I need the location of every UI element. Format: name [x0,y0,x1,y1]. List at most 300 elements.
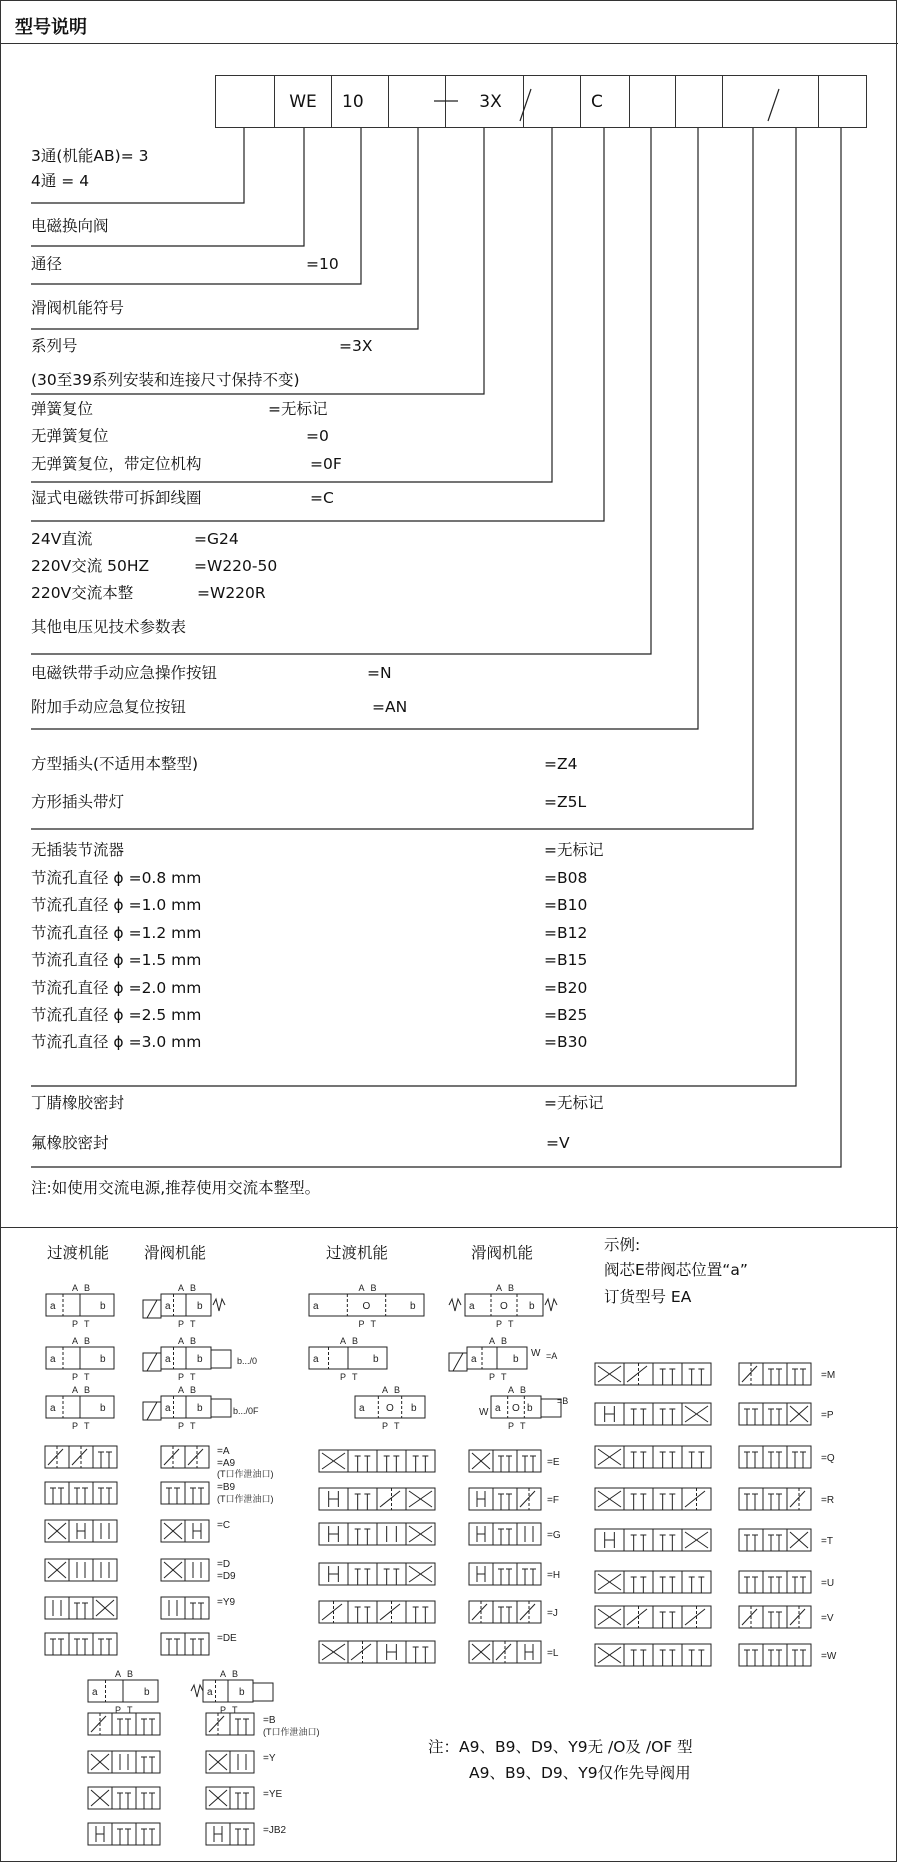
symbol-label: =C [217,1520,231,1531]
option-code: =G24 [194,530,239,548]
valve-box [653,1606,682,1628]
symbol-label: A [72,1336,79,1346]
symbol-label: =D9 [217,1571,236,1582]
option-label: 氟橡胶密封 [31,1134,109,1152]
option-label: 节流孔直径 ϕ =1.0 mm [31,896,202,914]
valve-box [230,1713,254,1735]
option-label: 系列号 [31,337,78,355]
option-label: 节流孔直径 ϕ =2.0 mm [31,979,202,997]
valve-box [348,1450,377,1472]
column-header-spool: 滑阀机能 [144,1244,207,1262]
symbol-label: T [520,1421,526,1431]
symbol-label: A [358,1283,365,1293]
symbol-label: B [508,1283,515,1293]
symbol-label: b [411,1403,417,1414]
valve-box [136,1787,160,1809]
valve-box [45,1482,69,1504]
valve-box [739,1644,763,1666]
symbol-label: =J [547,1608,558,1619]
symbol-label: b [144,1687,150,1698]
example-line: 阀芯E带阀芯位置“a” [604,1261,748,1279]
valve-box [624,1571,653,1593]
valve-box [348,1488,377,1510]
option-label: 附加手动应急复位按钮 [31,698,187,716]
valve-line [351,1644,371,1660]
option-code: =W220-50 [194,557,278,575]
symbol-label: =T [821,1536,833,1547]
valve-box [377,1450,406,1472]
symbol-label: =YE [263,1789,283,1800]
symbol-label: (T口作泄油口) [217,1469,274,1479]
symbol-label: A [220,1669,227,1679]
option-label: 丁腈橡胶密封 [31,1094,125,1112]
option-code: =C [310,489,334,507]
symbol-label: =V [821,1613,834,1624]
valve-box [624,1403,653,1425]
symbol-label: =A [217,1446,230,1457]
valve-line [72,1449,87,1465]
symbol-label: b [529,1301,535,1312]
spring-icon [191,1685,203,1697]
option-code: =B25 [544,1006,588,1024]
valve-line [164,1449,179,1465]
symbol-label: P [178,1372,185,1382]
symbol-label: =JB2 [263,1825,287,1836]
symbol-label: T [394,1421,400,1431]
symbol-label: T [508,1319,514,1329]
valve-box [69,1559,93,1581]
valve-box [493,1523,517,1545]
valve-box [161,1482,185,1504]
symbol-label: =M [821,1370,836,1381]
symbol-label: T [370,1319,376,1329]
option-code: =无标记 [544,841,604,859]
symbol-label: T [84,1319,90,1329]
option-label: 滑阀机能符号 [31,299,125,317]
valve-line [520,1491,535,1507]
valve-box [624,1488,653,1510]
option-label: 220V交流本整 [31,584,134,602]
symbol-label: B [84,1283,91,1293]
symbol-label: W [531,1348,541,1359]
symbol-label: =A [546,1351,558,1361]
valve-box [763,1529,787,1551]
option-code: =N [367,664,392,682]
option-code: =B10 [544,896,588,914]
valve-box [787,1644,811,1666]
symbol-label: B [232,1669,239,1679]
symbol-label: T [190,1372,196,1382]
option-label: 节流孔直径 ϕ =0.8 mm [31,869,202,887]
symbol-label: a [495,1403,501,1414]
valve-line [453,1353,463,1371]
symbol-label: =R [821,1495,835,1506]
symbol-label: b [100,1301,106,1312]
valve-box [185,1482,209,1504]
option-code: =Z4 [544,755,578,773]
valve-box [763,1446,787,1468]
option-label: 4通 = 4 [31,172,90,190]
option-label: 节流孔直径 ϕ =1.5 mm [31,951,202,969]
symbol-label: =B [557,1396,569,1406]
valve-box [787,1363,811,1385]
symbol-label: A [115,1669,122,1679]
valve-box [161,1597,185,1619]
valve-box [112,1823,136,1845]
valve-box [136,1713,160,1735]
symbol-label: B [520,1385,527,1395]
valve-line [472,1604,487,1620]
valve-box [517,1563,541,1585]
valve-box [230,1787,254,1809]
symbol-label: =D [217,1559,231,1570]
valve-box [45,1633,69,1655]
symbol-label: B [84,1336,91,1346]
valve-box [406,1601,435,1623]
symbol-label: T [352,1372,358,1382]
symbol-label: (T口作泄油口) [263,1727,320,1737]
valve-line [188,1449,203,1465]
valve-box [230,1823,254,1845]
symbol-label: a [165,1403,171,1414]
option-code: =3X [339,337,373,355]
valve-box [682,1571,711,1593]
symbol-label: P [382,1421,389,1431]
code-cell: C [580,75,630,128]
symbol-label: a [313,1301,319,1312]
symbol-label: =A9 [217,1458,236,1469]
symbol-label: a [165,1354,171,1365]
option-code: =V [546,1134,570,1152]
column-header-spool: 滑阀机能 [471,1244,534,1262]
valve-box [517,1523,541,1545]
valve-box [377,1523,406,1545]
valve-box [93,1446,117,1468]
valve-box [624,1446,653,1468]
option-label: 其他电压见技术参数表 [31,618,187,636]
valve-box [682,1363,711,1385]
symbol-label: O [386,1403,394,1414]
symbol-label: b [373,1354,379,1365]
option-label: 节流孔直径 ϕ =2.5 mm [31,1006,202,1024]
symbol-label: b [197,1354,203,1365]
valve-line [147,1353,157,1371]
symbol-label: =B [263,1715,276,1726]
option-label: 3通(机能AB)= 3 [31,147,149,165]
valve-symbols [1,1,898,1863]
column-header-transition: 过渡机能 [326,1244,389,1262]
valve-box [253,1683,273,1701]
valve-box [93,1633,117,1655]
valve-line [742,1609,757,1625]
symbol-label: B [127,1669,134,1679]
option-code: =0 [306,427,329,445]
symbol-label: B [352,1336,359,1346]
symbol-label: =G [547,1530,561,1541]
valve-box [653,1571,682,1593]
valve-box [136,1823,160,1845]
code-cell: 3X [445,75,524,128]
valve-box [682,1446,711,1468]
valve-box [653,1488,682,1510]
valve-box [93,1559,117,1581]
valve-line [685,1491,705,1507]
symbol-label: A [72,1385,79,1395]
symbol-label: =F [547,1495,559,1506]
valve-box [185,1597,209,1619]
symbol-label: a [92,1687,98,1698]
symbol-label: a [469,1301,475,1312]
symbol-label: O [500,1301,508,1312]
symbol-label: B [370,1283,377,1293]
symbol-label: B [190,1336,197,1346]
valve-box [624,1529,653,1551]
valve-box [682,1644,711,1666]
symbol-label: b [239,1687,245,1698]
symbol-label: T [501,1372,507,1382]
spring-icon [449,1299,461,1311]
symbol-label: a [50,1403,56,1414]
valve-box [763,1488,787,1510]
symbol-label: T [127,1705,133,1715]
valve-box [161,1633,185,1655]
valve-box [763,1606,787,1628]
symbol-label: =H [547,1570,561,1581]
valve-box [739,1529,763,1551]
valve-box [739,1446,763,1468]
valve-box [493,1601,517,1623]
symbol-label: b [197,1301,203,1312]
symbol-label: B [84,1385,91,1395]
option-code: =0F [310,455,342,473]
spring-icon [213,1299,225,1311]
option-code: =B15 [544,951,588,969]
option-label: 弹簧复位 [31,400,94,418]
symbol-label: A [508,1385,515,1395]
symbol-label: A [496,1283,503,1293]
option-label: 方形插头带灯 [31,793,125,811]
symbol-label: B [190,1385,197,1395]
symbol-label: a [165,1301,171,1312]
valve-line [147,1402,157,1420]
symbol-label: b [197,1403,203,1414]
valve-box [653,1529,682,1551]
code-cell: 10 [331,75,389,128]
symbol-label: b [100,1354,106,1365]
valve-box [787,1571,811,1593]
symbol-label: b [100,1403,106,1414]
valve-box [45,1597,69,1619]
valve-box [493,1450,517,1472]
option-code: =W220R [197,584,266,602]
valve-box [787,1446,811,1468]
valve-box [653,1644,682,1666]
symbol-label: (T口作泄油口) [217,1494,274,1504]
valve-box [211,1399,231,1417]
symbol-label: =W [821,1651,837,1662]
symbol-label: b.../0 [237,1356,258,1366]
symbol-label: a [50,1354,56,1365]
valve-box [112,1751,136,1773]
symbol-label: A [72,1283,79,1293]
symbol-label: T [84,1421,90,1431]
example-line: 订货型号 EA [604,1288,692,1306]
symbol-label: a [359,1403,365,1414]
symbol-label: A [340,1336,347,1346]
valve-line [496,1644,511,1660]
valve-box [348,1563,377,1585]
valve-box [739,1403,763,1425]
symbol-label: P [358,1319,365,1329]
symbol-label: =E [547,1457,560,1468]
valve-box [136,1751,160,1773]
symbol-label: =Y [263,1753,276,1764]
option-label: (30至39系列安装和连接尺寸保持不变) [31,371,300,389]
note-text: 注:如使用交流电源,推荐使用交流本整型。 [31,1179,321,1197]
valve-line [627,1366,647,1382]
valve-box [185,1559,209,1581]
symbol-label: b [513,1354,519,1365]
symbol-label: P [496,1319,503,1329]
symbol-label: T [84,1372,90,1382]
symbol-label: P [178,1319,185,1329]
page-title: 型号说明 [15,17,87,38]
option-label: 无插装节流器 [31,841,125,859]
option-label: 24V直流 [31,530,93,548]
valve-box [763,1403,787,1425]
symbol-label: P [115,1705,122,1715]
symbol-label: A [178,1336,185,1346]
symbol-label: a [471,1354,477,1365]
valve-line [627,1609,647,1625]
valve-line [520,1604,535,1620]
symbol-label: W [479,1407,489,1418]
valve-line [209,1716,224,1732]
valve-line [147,1300,157,1318]
valve-box [653,1446,682,1468]
option-label: 湿式电磁铁带可拆卸线圈 [31,489,202,507]
option-label: 方型插头(不适用本整型) [31,755,199,773]
option-label: 220V交流 50HZ [31,557,150,575]
option-code: =B30 [544,1033,588,1051]
symbol-label: T [190,1421,196,1431]
option-label: 节流孔直径 ϕ =3.0 mm [31,1033,202,1051]
option-label: 节流孔直径 ϕ =1.2 mm [31,924,202,942]
valve-box [93,1482,117,1504]
valve-line [91,1716,106,1732]
symbol-label: =Y9 [217,1597,236,1608]
symbol-label: =Q [821,1453,835,1464]
symbol-label: P [220,1705,227,1715]
valve-box [653,1363,682,1385]
option-code: =B08 [544,869,588,887]
symbol-label: A [382,1385,389,1395]
symbol-label: P [72,1421,79,1431]
option-code: =B20 [544,979,588,997]
option-label: 电磁铁带手动应急操作按钮 [31,664,218,682]
symbol-label: b.../0F [233,1406,259,1416]
valve-box [493,1488,517,1510]
symbol-label: a [313,1354,319,1365]
symbol-label: A [178,1385,185,1395]
symbol-label: B [501,1336,508,1346]
symbol-label: P [72,1372,79,1382]
symbol-label: a [207,1687,213,1698]
example-title: 示例: [604,1236,641,1254]
symbol-label: A [178,1283,185,1293]
valve-line [380,1604,400,1620]
valve-line [790,1491,805,1507]
symbol-label: b [527,1403,533,1414]
valve-box [406,1641,435,1663]
valve-box [493,1563,517,1585]
valve-box [112,1713,136,1735]
symbol-label: B [190,1283,197,1293]
valve-box [763,1363,787,1385]
valve-box [517,1450,541,1472]
valve-box [624,1644,653,1666]
option-label: 通径 [31,255,63,273]
symbol-label: a [50,1301,56,1312]
valve-line [322,1604,342,1620]
symbol-label: P [340,1372,347,1382]
option-label: 电磁换向阀 [31,217,109,235]
option-label: 无弹簧复位，带定位机构 [31,455,202,473]
option-code: =B12 [544,924,588,942]
option-code: =无标记 [268,400,328,418]
valve-box [69,1482,93,1504]
option-code: =Z5L [544,793,587,811]
valve-box [69,1597,93,1619]
option-code: =无标记 [544,1094,604,1112]
symbol-label: P [489,1372,496,1382]
symbol-label: =P [821,1410,834,1421]
valve-box [763,1644,787,1666]
valve-box [739,1571,763,1593]
valve-box [377,1563,406,1585]
code-cell: WE [274,75,332,128]
option-label: 无弹簧复位 [31,427,109,445]
valve-line [790,1609,805,1625]
symbol-label: b [410,1301,416,1312]
symbol-label: =DE [217,1633,237,1644]
valve-box [112,1787,136,1809]
symbol-label: O [362,1301,371,1312]
column-header-transition: 过渡机能 [47,1244,110,1262]
symbol-label: =B9 [217,1482,236,1493]
symbol-label: P [178,1421,185,1431]
valve-box [348,1523,377,1545]
valve-line [742,1366,757,1382]
symbol-label: P [72,1319,79,1329]
valve-line [685,1609,705,1625]
valve-box [93,1520,117,1542]
valve-box [739,1488,763,1510]
valve-box [69,1633,93,1655]
valve-box [763,1571,787,1593]
symbol-label: B [394,1385,401,1395]
symbol-label: O [512,1403,520,1414]
symbol-label: =U [821,1578,835,1589]
valve-box [406,1450,435,1472]
symbol-label: T [190,1319,196,1329]
valve-box [211,1350,231,1368]
spring-icon [545,1299,557,1311]
valve-box [185,1633,209,1655]
symbol-label: A [489,1336,496,1346]
valve-line [380,1491,400,1507]
valve-box [348,1601,377,1623]
